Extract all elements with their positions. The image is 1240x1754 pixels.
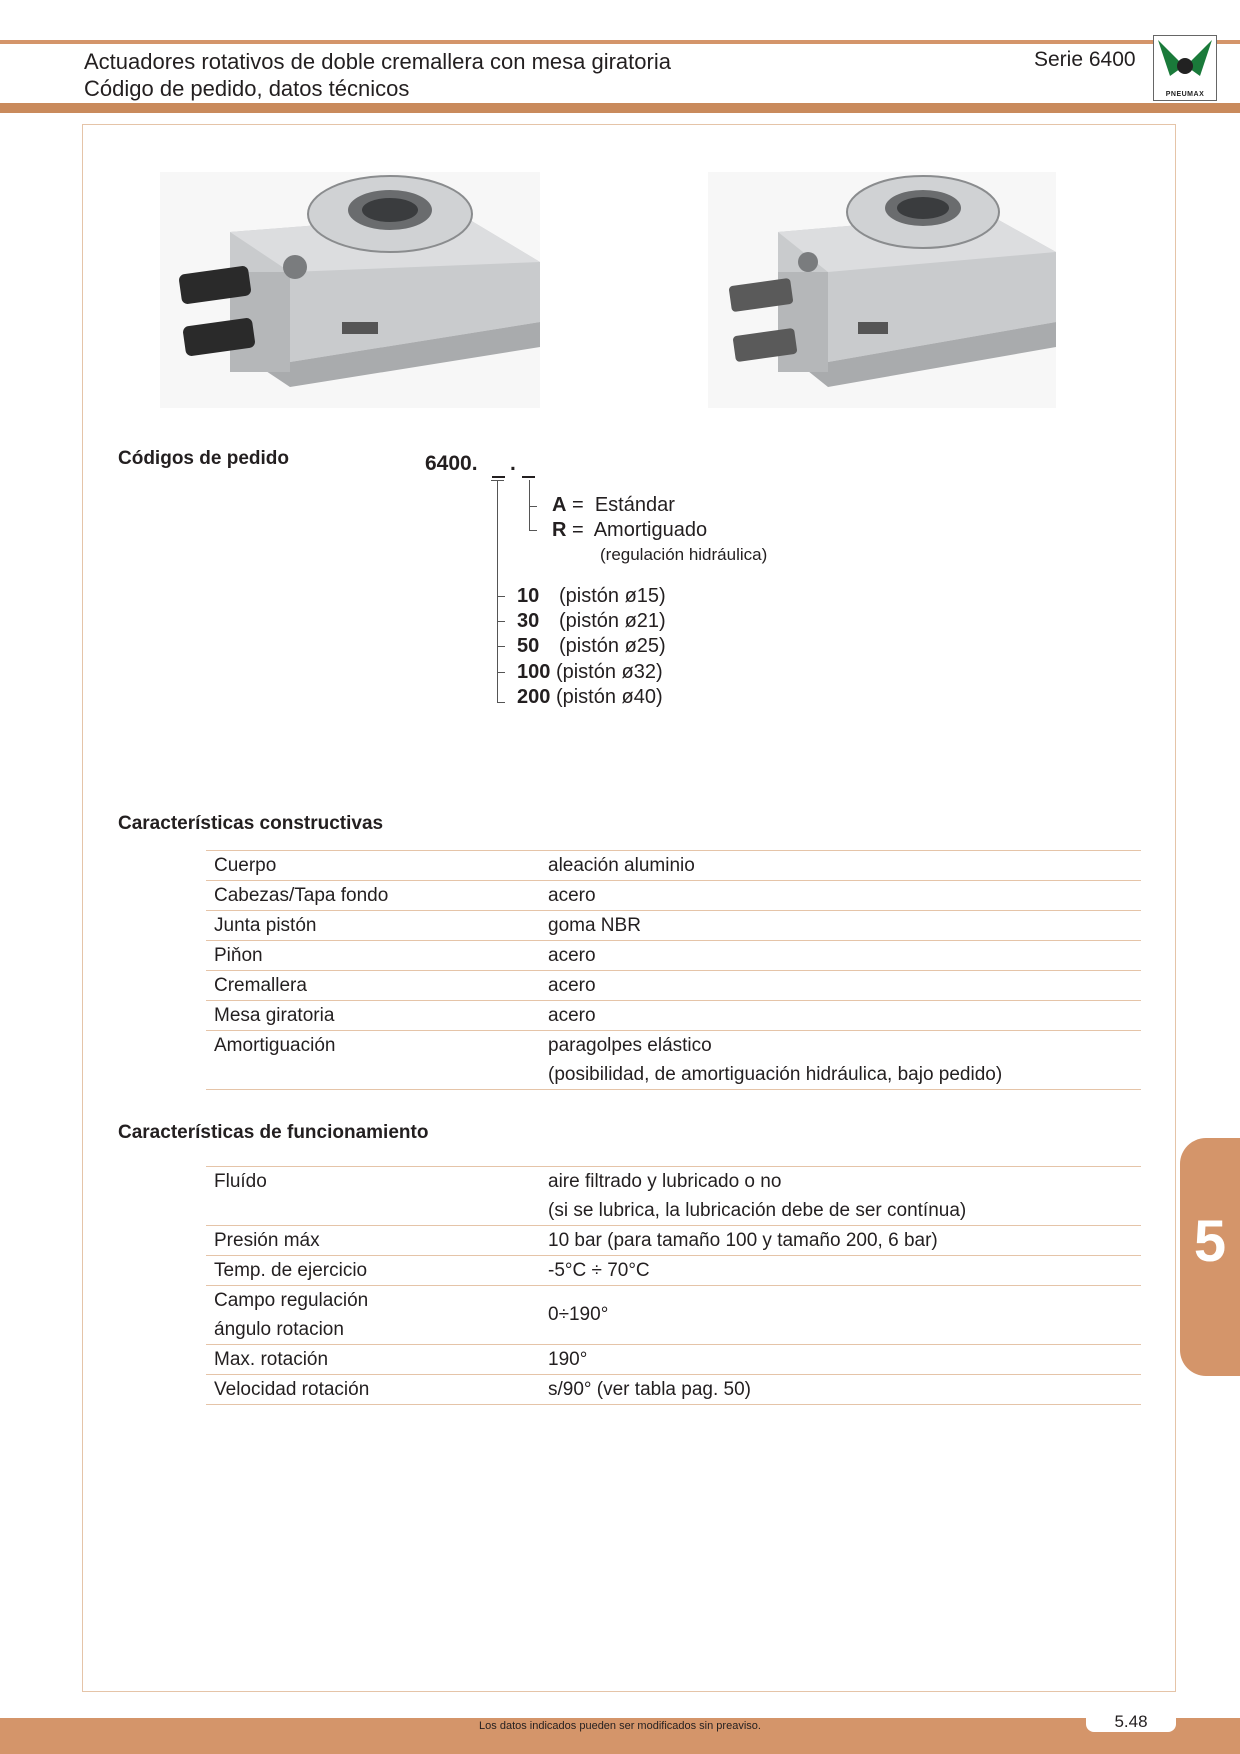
product-photo-standard: [160, 172, 540, 408]
version-label: Estándar: [594, 494, 675, 516]
size-tree-line: [497, 480, 498, 702]
row-value: (posibilidad, de amortiguación hidráulica, bajo pedido): [540, 1060, 1141, 1090]
size-code: 10: [517, 585, 540, 607]
table-row: [206, 971, 1141, 1001]
logo-mark-icon: [1154, 36, 1216, 86]
size-code: 100: [517, 661, 551, 683]
table-row: [206, 1001, 1141, 1031]
operation-title: Características de funcionamiento: [118, 1122, 429, 1143]
row-label: ángulo rotacion: [214, 1318, 344, 1340]
footer-disclaimer: Los datos indicados pueden ser modificados sin preaviso.: [479, 1720, 761, 1732]
table-row: [206, 911, 1141, 941]
table-row: [206, 851, 1141, 881]
pneumax-logo: [1153, 35, 1217, 101]
title-line-1: Actuadores rotativos de doble cremallera con mesa giratoria: [84, 49, 671, 74]
row-value: 0÷190°: [540, 1286, 1141, 1345]
row-value: acero: [540, 881, 1141, 911]
header-bottom-rule: [0, 103, 1240, 113]
table-row-continuation: [206, 1060, 1141, 1090]
table-row: [206, 1375, 1141, 1405]
table-row: [206, 941, 1141, 971]
table-row: [206, 1031, 1141, 1061]
size-label: (pistón ø25): [559, 635, 666, 657]
row-label: Velocidad rotación: [206, 1375, 540, 1405]
table-row: [206, 881, 1141, 911]
table-row: [206, 1226, 1141, 1256]
row-value: s/90° (ver tabla pag. 50): [540, 1375, 1141, 1405]
row-label: Temp. de ejercicio: [206, 1256, 540, 1286]
row-value: acero: [540, 971, 1141, 1001]
size-label: (pistón ø15): [559, 585, 666, 607]
header-top-rule: [0, 40, 1240, 44]
size-option-30: [517, 610, 666, 633]
series-label: Serie 6400: [1034, 48, 1136, 71]
table-row: [206, 1345, 1141, 1375]
row-value: aire filtrado y lubricado o no: [540, 1167, 1141, 1197]
table-row: [206, 1256, 1141, 1286]
size-tick: [497, 596, 505, 597]
order-code-base: 6400.: [425, 452, 478, 475]
version-option-r: [552, 519, 707, 542]
size-tick: [497, 621, 505, 622]
row-label: Cremallera: [206, 971, 540, 1001]
chapter-tab: [1180, 1138, 1240, 1376]
row-label: Mesa giratoria: [206, 1001, 540, 1031]
operation-table: [206, 1166, 1141, 1405]
size-code: 50: [517, 635, 540, 657]
row-value: (si se lubrica, la lubricación debe de ser contínua): [548, 1199, 967, 1221]
construction-title: Características constructivas: [118, 813, 384, 834]
size-label: (pistón ø21): [559, 610, 666, 632]
title-line-2: Código de pedido, datos técnicos: [84, 76, 410, 101]
version-code: R: [552, 519, 567, 541]
row-value: goma NBR: [540, 911, 1141, 941]
row-label: Junta pistón: [206, 911, 540, 941]
size-tree-cap: [491, 480, 504, 481]
version-tick-a: [529, 506, 537, 507]
size-code: 200: [517, 686, 551, 708]
size-option-100: [517, 661, 663, 684]
size-label: (pistón ø32): [555, 661, 663, 683]
order-code-version-placeholder: [522, 476, 535, 478]
row-value: acero: [540, 941, 1141, 971]
row-value: aleación aluminio: [540, 851, 1141, 881]
row-value: 10 bar (para tamaño 100 y tamaño 200, 6 bar): [540, 1226, 1141, 1256]
size-code: 30: [517, 610, 540, 632]
version-code: A: [552, 494, 567, 516]
construction-table: [206, 850, 1141, 1090]
logo-text: PNEUMAX: [1165, 91, 1205, 98]
row-label: Piňon: [206, 941, 540, 971]
page-number: 5.48: [1114, 1712, 1148, 1731]
size-tick: [497, 702, 505, 703]
row-label: Amortiguación: [206, 1031, 540, 1061]
size-option-200: [517, 686, 663, 709]
product-photo-cushioned: [708, 172, 1056, 408]
row-label: Cuerpo: [206, 851, 540, 881]
size-option-50: [517, 635, 666, 658]
size-tick: [497, 672, 505, 673]
version-tree-line: [529, 480, 530, 530]
row-value: 190°: [540, 1345, 1141, 1375]
row-label-empty: [206, 1196, 540, 1226]
row-label: Fluído: [206, 1167, 540, 1197]
table-row: [206, 1167, 1141, 1197]
row-label: Presión máx: [206, 1226, 540, 1256]
version-eq: =: [572, 494, 584, 516]
size-tick: [497, 646, 505, 647]
version-note: (regulación hidráulica): [600, 545, 768, 564]
row-value: paragolpes elástico: [540, 1031, 1141, 1061]
row-value: acero: [540, 1001, 1141, 1031]
chapter-number: 5: [1193, 1209, 1227, 1274]
page-title: [84, 48, 671, 102]
order-code-dot: .: [510, 452, 516, 475]
order-codes-title: Códigos de pedido: [118, 448, 289, 469]
version-eq: =: [572, 519, 584, 541]
size-label: (pistón ø40): [555, 686, 663, 708]
table-row-continuation: [206, 1196, 1141, 1226]
row-label-empty: [206, 1060, 540, 1090]
row-label: Max. rotación: [206, 1345, 540, 1375]
size-option-10: [517, 585, 666, 608]
order-code-size-placeholder: [492, 476, 505, 478]
row-label: Cabezas/Tapa fondo: [206, 881, 540, 911]
version-label: Amortiguado: [593, 519, 708, 541]
table-row: [206, 1286, 1141, 1316]
version-tick-r: [529, 530, 537, 531]
row-value: -5°C ÷ 70°C: [540, 1256, 1141, 1286]
version-option-a: [552, 494, 675, 517]
row-label: Campo regulación: [206, 1286, 540, 1316]
